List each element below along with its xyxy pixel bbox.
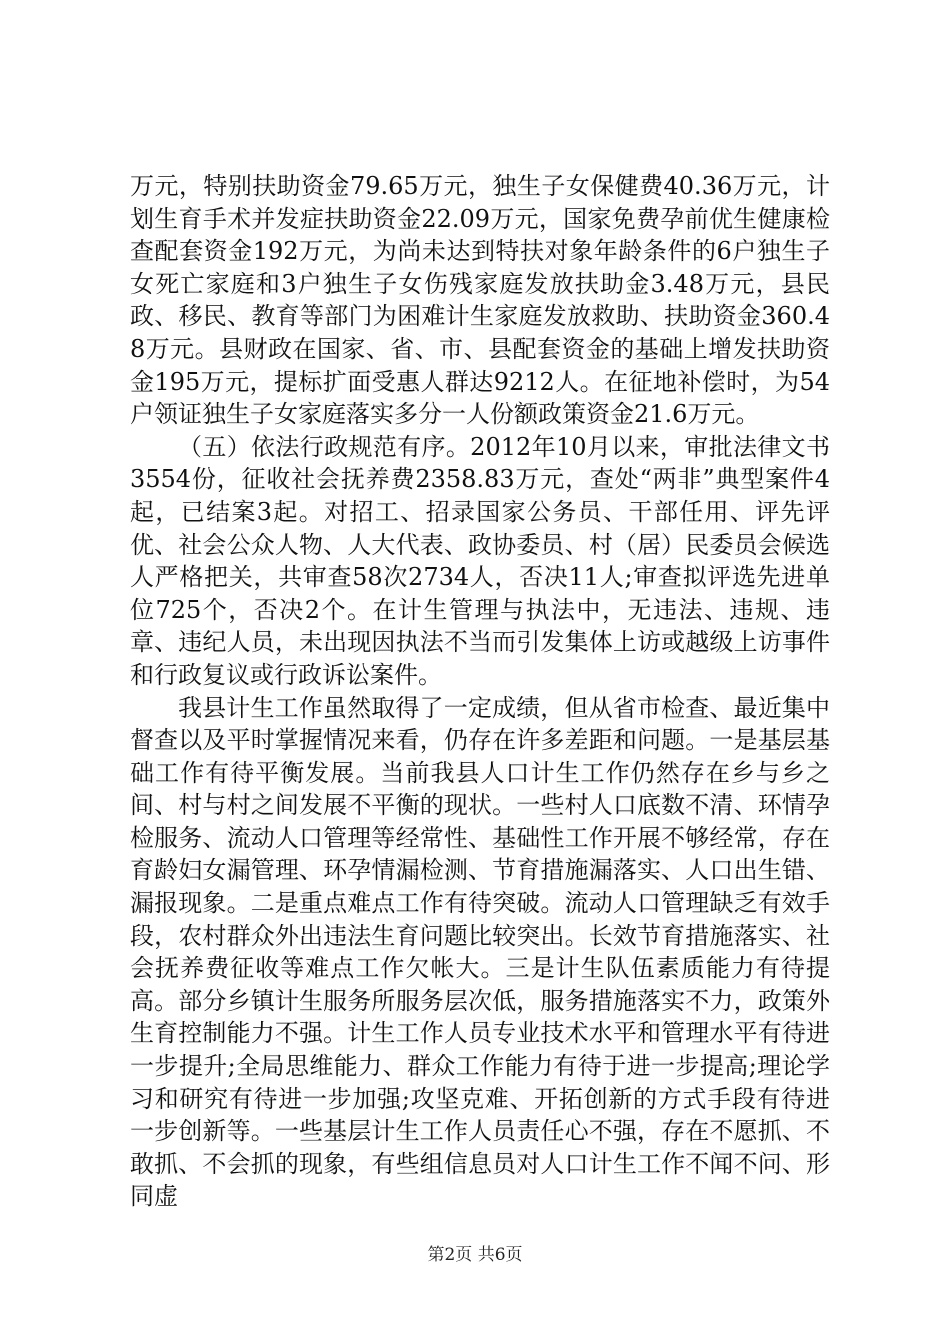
- page-number: 第2页 共6页: [427, 1245, 523, 1265]
- document-body: [130, 170, 830, 1213]
- paragraph-law-administration: （五）依法行政规范有序。2012年10月以来，审批法律文书3554份，征收社会抚养费2358.83万元，查处“两非”典型案件4起，已结案3起。对招工、招录国家公务员、干部任用、评先评优、社会公众人物、人大代表、政协委员、村（居）民委员会候选人严格把关，共审查58次2734人，否决11人;审查拟评选先进单位725个，否决2个。在计生管理与执法中，无违法、违规、违章、违纪人员，未出现因执法不当而引发集体上访或越级上访事件和行政复议或行政诉讼案件。: [130, 432, 830, 689]
- paragraph-problems: 我县计生工作虽然取得了一定成绩，但从省市检查、最近集中督查以及平时掌握情况来看，仍存在许多差距和问题。一是基层基础工作有待平衡发展。当前我县人口计生工作仍然存在乡与乡之间、村与村之间发展不平衡的现状。一些村人口底数不清、环情孕检服务、流动人口管理等经常性、基础性工作开展不够经常，存在育龄妇女漏管理、环孕情漏检测、节育措施漏落实、人口出生错、漏报现象。二是重点难点工作有待突破。流动人口管理缺乏有效手段，农村群众外出违法生育问题比较突出。长效节育措施落实、社会抚养费征收等难点工作欠帐大。三是计生队伍素质能力有待提高。部分乡镇计生服务所服务层次低，服务措施落实不力，政策外生育控制能力不强。计生工作人员专业技术水平和管理水平有待进一步提升;全局思维能力、群众工作能力有待于进一步提高;理论学习和研究有待进一步加强;攻坚克难、开拓创新的方式手段有待进一步创新等。一些基层计生工作人员责任心不强，存在不愿抓、不敢抓、不会抓的现象，有些组信息员对人口计生工作不闻不问、形同虚: [130, 693, 830, 1211]
- paragraph-funding: 万元，特别扶助资金79.65万元，独生子女保健费40.36万元，计划生育手术并发症扶助资金22.09万元，国家免费孕前优生健康检查配套资金192万元，为尚未达到特扶对象年龄条件的6户独生子女死亡家庭和3户独生子女伤残家庭发放扶助金3.48万元，县民政、移民、教育等部门为困难计生家庭发放救助、扶助资金360.48万元。县财政在国家、省、市、县配套资金的基础上增发扶助资金195万元，提标扩面受惠人群达9212人。在征地补偿时，为54户领证独生子女家庭落实多分一人份额政策资金21.6万元。: [130, 172, 830, 429]
